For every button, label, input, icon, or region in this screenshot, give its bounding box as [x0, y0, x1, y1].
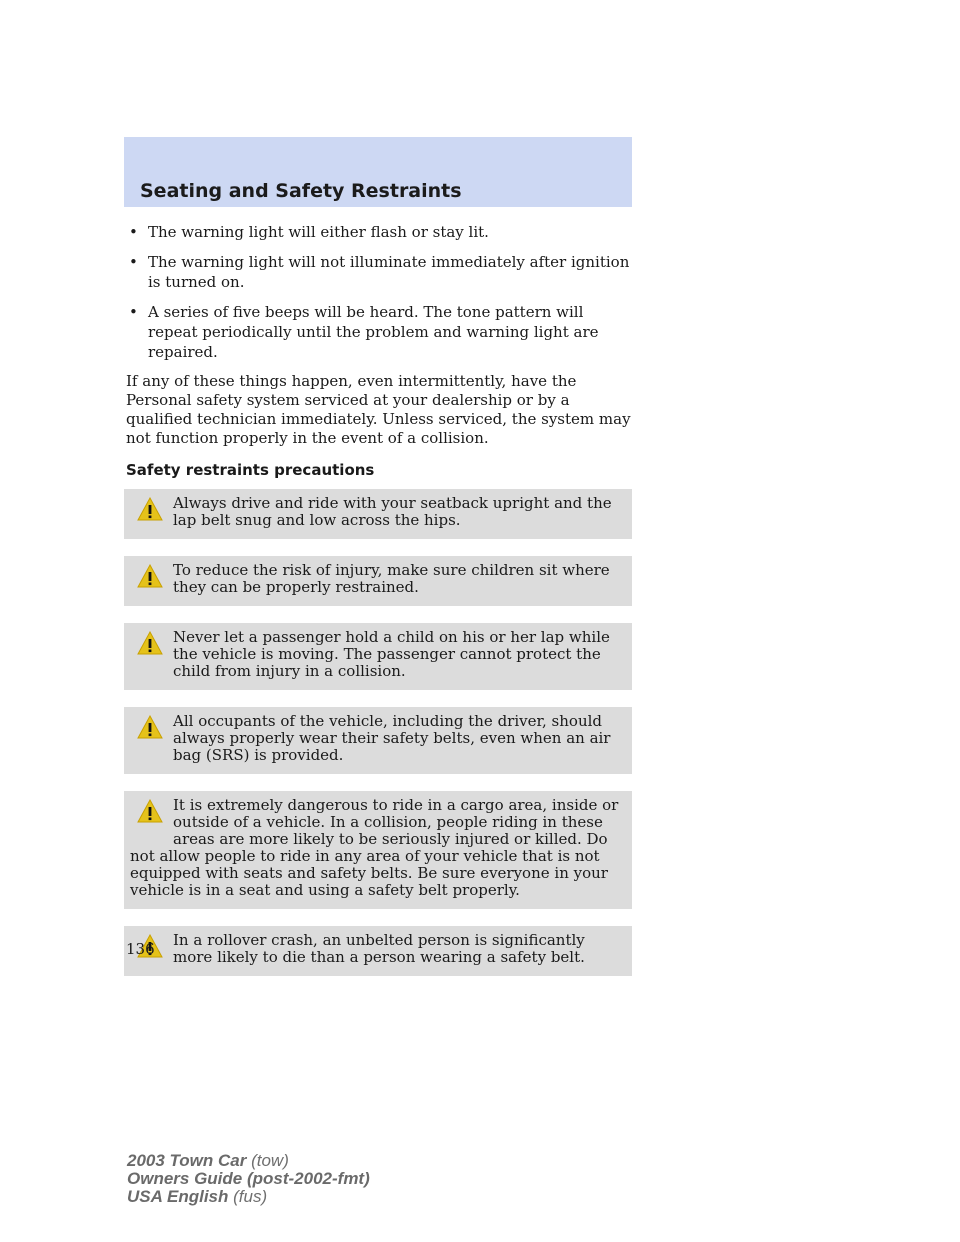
warning-box: [124, 489, 632, 539]
warning-triangle-icon: [130, 797, 168, 833]
page-number: 136: [126, 940, 155, 958]
warning-text: Never let a passenger hold a child on his or her lap while the vehicle is moving. The passenger cannot protect the child from injury in a collision.: [173, 628, 610, 680]
bullet-text: A series of five beeps will be heard. The tone pattern will repeat periodically until the problem and warning light are repaired.: [148, 303, 599, 361]
footer-language: USA English: [127, 1187, 229, 1206]
warning-box: [124, 623, 632, 690]
footer-model: 2003 Town Car: [127, 1151, 247, 1170]
body-paragraph: If any of these things happen, even intermittently, have the Personal safety system serviced at your dealership or by a qualified technician immediately. Unless serviced, the system may not function properly in the event of a collision.: [126, 372, 631, 447]
warning-box: [124, 556, 632, 606]
subheading: Safety restraints precautions: [126, 461, 375, 479]
section-title: Seating and Safety Restraints: [140, 180, 462, 202]
warning-box: [124, 926, 632, 976]
bullet-text: The warning light will not illuminate immediately after ignition is turned on.: [148, 253, 630, 291]
bullet-item: [124, 222, 632, 242]
warning-text: It is extremely dangerous to ride in a cargo area, inside or outside of a vehicle. In a collision, people riding in these areas are more likely to be seriously injured or killed. Do not allow people to ride in any area of your vehicle that is not equipped with seats and safety belts. Be sure everyone in your vehicle is in a seat and using a safety belt properly.: [130, 796, 619, 899]
warning-text: To reduce the risk of injury, make sure children sit where they can be properly restrained.: [173, 561, 610, 596]
footer-language-code: (fus): [233, 1187, 268, 1206]
warning-text: Always drive and ride with your seatback upright and the lap belt snug and low across the hips.: [173, 494, 612, 529]
warning-triangle-icon: [130, 495, 168, 531]
bullet-mark: •: [129, 223, 138, 241]
warning-text: In a rollover crash, an unbelted person is significantly more likely to die than a person wearing a safety belt.: [173, 931, 585, 966]
bullet-mark: •: [129, 253, 138, 271]
footer-guide: Owners Guide (post-2002-fmt): [127, 1169, 370, 1188]
page-content: [124, 222, 632, 993]
document-footer: [127, 1152, 370, 1206]
warning-triangle-icon: [130, 713, 168, 749]
bullet-mark: •: [129, 303, 138, 321]
footer-model-code: (tow): [251, 1151, 289, 1170]
warning-box: [124, 791, 632, 909]
warning-triangle-icon: [130, 562, 168, 598]
warning-text: All occupants of the vehicle, including the driver, should always properly wear their safety belts, even when an air bag (SRS) is provided.: [173, 712, 611, 764]
warning-box: [124, 707, 632, 774]
bullet-item: [124, 302, 632, 362]
bullet-item: [124, 252, 632, 292]
warning-triangle-icon: [130, 629, 168, 665]
section-header: [124, 137, 632, 207]
bullet-text: The warning light will either flash or stay lit.: [148, 223, 489, 241]
